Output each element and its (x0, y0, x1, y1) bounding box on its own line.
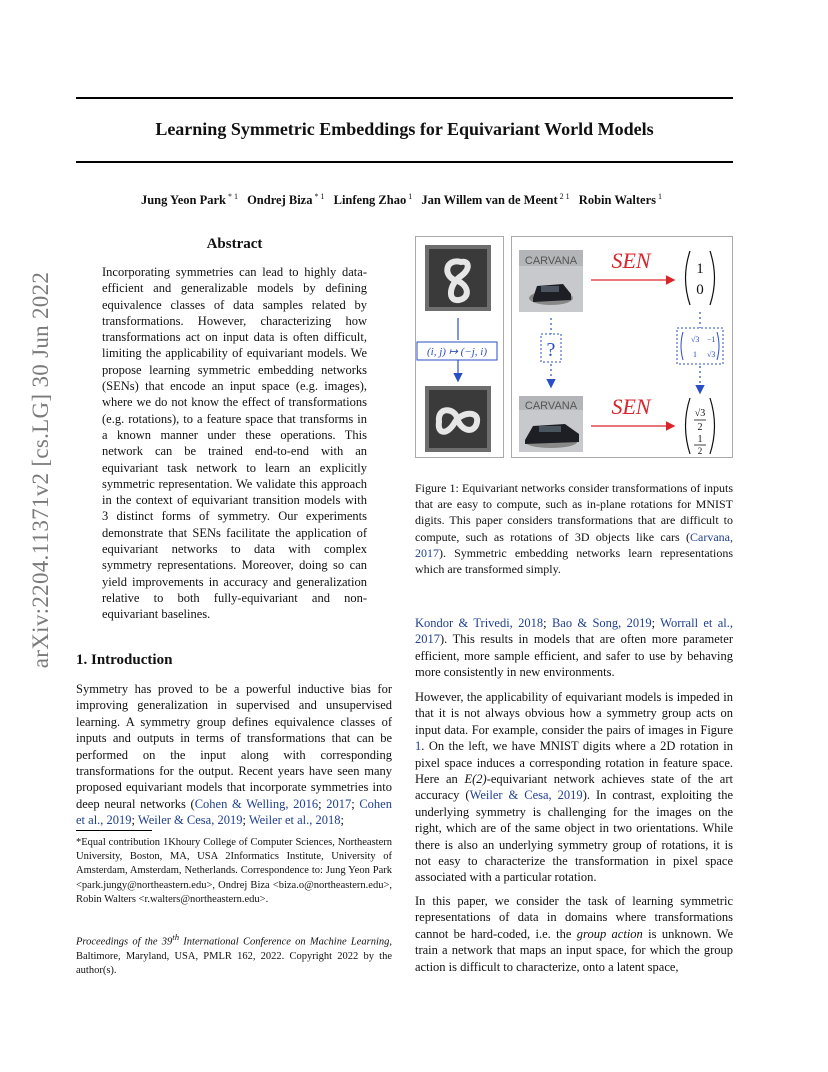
arxiv-identifier: arXiv:2204.11371v2 [cs.LG] 30 Jun 2022 (28, 271, 53, 669)
footnote: *Equal contribution 1Khoury College of Computer Sciences, Northeastern University, Boston, MA, USA 2Informatics Institute, University of Amsterdam, Amsterdam, Netherlands. Correspondence to: Jung Yeon Park <park.jungy@northeastern.edu>, Ondrej Biza <biza.o@northeastern.edu>, Robin Walters <r.walters@northeastern.edu>. (76, 837, 392, 905)
author-name: Jan Willem van de Meent (421, 193, 558, 208)
proceedings-post: , Baltimore, Maryland, USA, PMLR 162, 2022. Copyright 2022 by the author(s). (76, 936, 392, 976)
svg-text:−1: −1 (707, 335, 716, 344)
citation-link[interactable]: Kondor & Trivedi, 2018 (415, 616, 544, 630)
abstract-text: Incorporating symmetries can lead to highly data-efficient and generalizable models by defining equivalence classes of data samples related by transformations. However, characterizing how transformations act on input data is often difficult, limiting the applicability of equivariant models. We propose learning symmetric embedding networks (SENs) that encode an input space (e.g. images), where we do not know the effect of transformations (e.g. rotations), to a feature space that transforms in a known manner under these operations. This network can be trained end-to-end with an equivariant task network to learn an explicitly symmetric representation. We validate this approach in the context of equivariant transition models with 3 distinct forms of symmetry. Our experiments demonstrate that SENs facilitate the application of equivariant networks to data with complex symmetry representations. Moreover, doing so can yield improvements in accuracy and generalization relative to both fully-equivariant and non-equivariant baselines. (102, 265, 367, 622)
author-affiliation: * 1 (227, 192, 238, 201)
author-affiliation: 2 1 (559, 192, 570, 201)
paragraph-text: is unknown. We train a network that maps an input space, for which the group action is difficult to characterize, onto a latent space, (415, 926, 733, 974)
abstract-heading: Abstract (206, 236, 263, 252)
citation-link[interactable]: Worrall et al., 2017 (415, 616, 733, 647)
proceedings-sup: th (172, 932, 180, 942)
carvana-watermark: CARVANA (524, 255, 578, 267)
figure-reference[interactable]: 1 (415, 739, 422, 754)
figure-1-graphic (415, 236, 733, 458)
svg-text:√3: √3 (691, 335, 700, 344)
citation-link[interactable]: Bao & Song, 2019 (551, 616, 652, 630)
intro-paragraph-1: Symmetry has proved to be a powerful inductive bias for improving generalization in supervised and unsupervised learning. A symmetry group defines equivalence classes of inputs and outputs in terms of transformations that can be performed on the input along with corresponding transformations for the output. Recent years have seen many proposed equivariant models that incorporate symmetries into deep neural networks (Cohen & Welling, 2016; 2017; Cohen et al., 2019; Weiler & Cesa, 2019; Weiler et al., 2018; (76, 682, 392, 828)
paragraph-text: ). This results in models that are often more parameter efficient, more sample efficient, and safer to use by behaving more consistently in new environments. (415, 632, 733, 680)
citation-link[interactable]: Weiler & Cesa, 2019 (469, 788, 583, 803)
vector-entry: 0 (696, 282, 704, 298)
paragraph-text: However, the applicability of equivariant models is impeded in that it is not always obvious how a symmetry group acts on input data. For example, consider the pairs of images in Figure (415, 690, 733, 737)
svg-text:1: 1 (693, 350, 697, 359)
paragraph-text: . On the left, we have MNIST digits where a 2D rotation in pixel space induces a corresponding rotation in feature space. Here an (415, 739, 733, 787)
caption-text: Figure 1: Equivariant networks consider transformations of inputs that are easy to compute, such as in-plane rotations for MNIST digits. This paper considers transformations that are difficult to compute, such as rotations of 3D objects like cars ( (415, 481, 733, 544)
sen-label-top: SEN (611, 248, 651, 273)
author-affiliation: * 1 (314, 192, 325, 201)
intro-paragraph-1-continued: Kondor & Trivedi, 2018; Bao & Song, 2019; Worrall et al., 2017). This results in models that are often more parameter efficient, more sample efficient, and safer to use by behaving more consistently in new environments. (415, 616, 733, 680)
svg-text:2: 2 (697, 446, 703, 456)
svg-text:√3: √3 (694, 408, 706, 419)
proceedings-note (76, 930, 392, 978)
paragraph-text: Symmetry has proved to be a powerful inductive bias for improving generalization in supervised and unsupervised learning. A symmetry group defines equivalence classes of inputs and outputs in terms of transformations that can be performed on the input along with corresponding transformations for the output. Recent years have seen many proposed equivariant models that incorporate symmetries into deep neural networks ( (76, 682, 392, 811)
math-symbol: E(2) (464, 772, 487, 787)
title-top-rule (76, 97, 733, 99)
figure-1-caption (415, 480, 733, 577)
emphasis-text: group action (576, 926, 643, 941)
caption-text: ). Symmetric embedding networks learn representations which are transformed simply. (415, 545, 733, 577)
citation-link[interactable]: Weiler & Cesa, 2019 (137, 813, 243, 828)
paper-title: Learning Symmetric Embeddings for Equivariant World Models (155, 119, 654, 139)
citation-link[interactable]: Carvana, 2017 (415, 529, 733, 560)
unknown-transform-mark: ? (546, 339, 556, 361)
svg-text:√3: √3 (707, 350, 716, 359)
section-heading: 1. Introduction (76, 652, 173, 668)
author-name: Ondrej Biza (247, 193, 313, 208)
footnote-rule (76, 830, 152, 831)
paragraph-text: ). In contrast, exploiting the underlying symmetry is challenging for the images on the right, which are of the same object in two orientations. While there is also an underlying symmetry group of rotations, it is not easy to characterize the transformation in pixel space associated with a particular rotation. (415, 788, 733, 885)
figure-1 (415, 236, 733, 458)
mapping-label: (i, j) ↦ (−j, i) (426, 346, 488, 358)
intro-paragraph-3 (415, 893, 733, 975)
proceedings-pre: Proceedings of the 39 (76, 936, 173, 948)
author-affiliation: 1 (658, 192, 663, 201)
svg-text:2: 2 (697, 422, 703, 433)
author-list (76, 192, 733, 208)
svg-text:1: 1 (697, 434, 703, 445)
proceedings-conference: International Conference on Machine Learning (179, 936, 390, 948)
sen-label-bottom: SEN (611, 394, 651, 419)
author-affiliation: 1 (408, 192, 413, 201)
vector-entry: 1 (696, 261, 704, 277)
author-name: Robin Walters (578, 193, 657, 208)
intro-paragraph-2 (415, 689, 733, 886)
citation-link[interactable]: Cohen et al., 2019 (76, 796, 392, 828)
citation-link[interactable]: Cohen & Welling, 2016 (194, 796, 319, 811)
paragraph-text: In this paper, we consider the task of learning symmetric representations of data in domains where transformations cannot be hard-coded, i.e. the (415, 894, 733, 941)
citation-link[interactable]: Weiler et al., 2018 (248, 813, 341, 828)
paragraph-text: -equivariant network achieves state of the art accuracy ( (415, 772, 733, 803)
carvana-watermark: CARVANA (524, 400, 578, 412)
author-name: Jung Yeon Park (140, 193, 226, 208)
author-name: Linfeng Zhao (333, 193, 407, 208)
citation-link[interactable]: 2017 (326, 796, 352, 811)
title-bottom-rule (76, 161, 733, 163)
